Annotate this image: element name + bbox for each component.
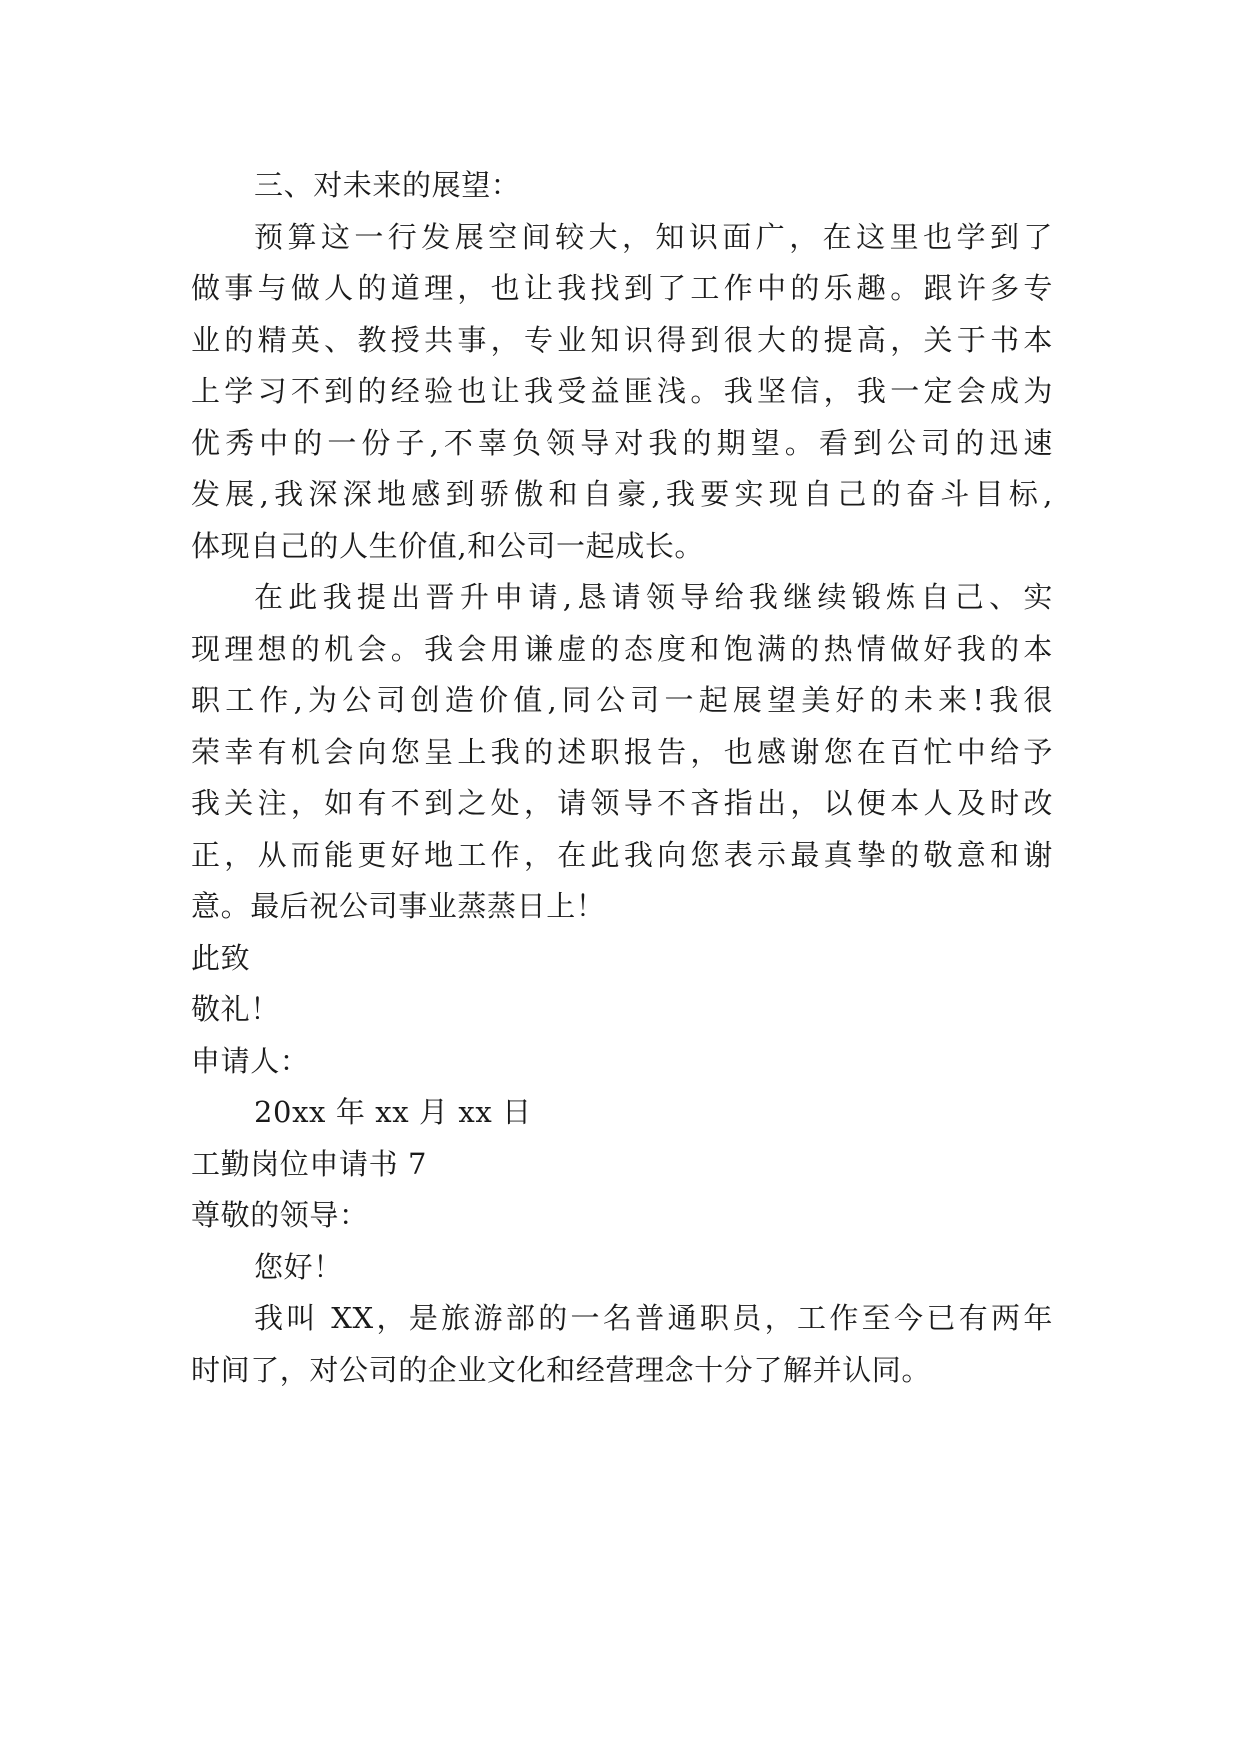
paragraph-line: 职工作,为公司创造价值,同公司一起展望美好的未来!我很: [191, 683, 1053, 717]
document-body: [191, 160, 1053, 1396]
letter-title: 工勤岗位申请书 7: [191, 1146, 428, 1181]
letter-greeting: 尊敬的领导：: [191, 1198, 369, 1232]
paragraph-promotion-request: [191, 572, 1053, 933]
paragraph-introduction: [191, 1293, 1053, 1396]
applicant-label: 申请人：: [191, 1043, 310, 1078]
paragraph-line: 意。最后祝公司事业蒸蒸日上！: [191, 889, 606, 923]
paragraph-line: 预算这一行发展空间较大，知识面广，在这里也学到了: [254, 219, 1053, 254]
paragraph-line: 发展,我深深地感到骄傲和自豪,我要实现自己的奋斗目标,: [191, 477, 1053, 511]
section-heading: 三、对未来的展望：: [254, 168, 521, 202]
paragraph-line: 我关注，如有不到之处，请领导不吝指出，以便本人及时改: [191, 786, 1053, 820]
paragraph-line: 优秀中的一份子,不辜负领导对我的期望。看到公司的迅速: [191, 425, 1053, 460]
letter-hello: 您好！: [254, 1249, 343, 1284]
closing-salute: 此致: [191, 940, 251, 975]
paragraph-line: 业的精英、教授共事，专业知识得到很大的提高，关于书本: [191, 322, 1053, 357]
closing-regards: 敬礼！: [191, 992, 280, 1026]
paragraph-line: 在此我提出晋升申请,恳请领导给我继续锻炼自己、实: [254, 580, 1053, 614]
paragraph-line: 正，从而能更好地工作，在此我向您表示最真挚的敬意和谢: [191, 837, 1053, 872]
paragraph-line: 时间了，对公司的企业文化和经营理念十分了解并认同。: [191, 1352, 932, 1387]
paragraph-line: 荣幸有机会向您呈上我的述职报告，也感谢您在百忙中给予: [191, 734, 1053, 769]
paragraph-line: 做事与做人的道理，也让我找到了工作中的乐趣。跟许多专: [191, 271, 1053, 305]
paragraph-line: 体现自己的人生价值,和公司一起成长。: [191, 528, 705, 563]
paragraph-outlook: [191, 212, 1053, 573]
paragraph-line: 我叫 XX，是旅游部的一名普通职员，工作至今已有两年: [254, 1301, 1053, 1335]
paragraph-line: 现理想的机会。我会用谦虚的态度和饱满的热情做好我的本: [191, 631, 1053, 666]
paragraph-line: 上学习不到的经验也让我受益匪浅。我坚信，我一定会成为: [191, 374, 1053, 408]
letter-date: 20xx 年 xx 月 xx 日: [254, 1095, 532, 1129]
